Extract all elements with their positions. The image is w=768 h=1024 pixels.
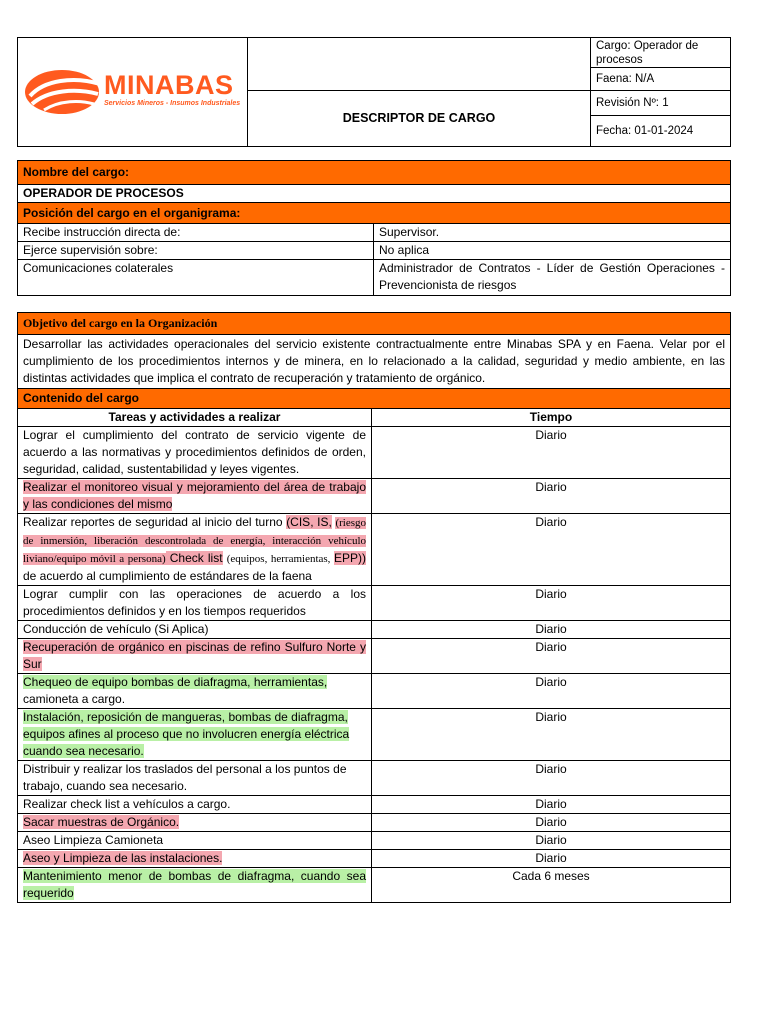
column-header-time: Tiempo (372, 409, 731, 427)
table-row (18, 850, 731, 868)
position-table (17, 160, 731, 296)
task-text-highlight: Check list (165, 551, 223, 565)
task-time: Diario (372, 814, 731, 832)
task-time: Diario (372, 621, 731, 639)
table-row (18, 868, 731, 903)
table-row (18, 427, 731, 479)
task-text: Realizar check list a vehículos a cargo. (18, 796, 372, 814)
table-row (18, 796, 731, 814)
task-time: Diario (372, 709, 731, 761)
task-time: Diario (372, 639, 731, 674)
content-table (17, 312, 731, 903)
org-row-label: Comunicaciones colaterales (18, 260, 374, 296)
objective-text: Desarrollar las actividades operacionales del servicio existente contractualmente entre Minabas SPA y en Faena. Velar por el cumplimiento de los procedimientos internos y de minera, en lo relacionado a la calidad, seguridad y medio ambiente, en las distintas actividades que implica el contrato de recuperación y tratamiento de orgánico. (18, 335, 731, 389)
table-row (18, 814, 731, 832)
task-text: de acuerdo al cumplimiento de estándares de la faena (23, 569, 312, 583)
content-label: Contenido del cargo (18, 389, 731, 409)
table-row (18, 639, 731, 674)
task-time: Diario (372, 514, 731, 586)
task-text: (equipos, herramientas, (226, 553, 334, 565)
task-time: Diario (372, 427, 731, 479)
table-row (18, 832, 731, 850)
task-text: Chequeo de equipo bombas de diafragma, herramientas, (23, 675, 328, 689)
task-text: Recuperación de orgánico en piscinas de refino Sulfuro Norte y Sur (23, 640, 366, 671)
task-text: Aseo y Limpieza de las instalaciones. (23, 851, 223, 865)
task-text: Aseo Limpieza Camioneta (18, 832, 372, 850)
table-row (18, 514, 731, 586)
column-header-tasks: Tareas y actividades a realizar (18, 409, 372, 427)
org-row-label: Recibe instrucción directa de: (18, 224, 374, 242)
task-time: Diario (372, 479, 731, 514)
position-name-label: Nombre del cargo: (18, 161, 731, 185)
task-time: Diario (372, 761, 731, 796)
task-time: Diario (372, 674, 731, 709)
header-blank-cell (248, 38, 591, 91)
position-name-value: OPERADOR DE PROCESOS (18, 185, 731, 203)
logo-name: MINABAS (104, 70, 234, 100)
task-text: Lograr cumplir con las operaciones de acuerdo a los procedimientos definidos y en los tiempos requeridos (18, 586, 372, 621)
logo-tagline: Servicios Mineros - Insumos Industriales (104, 100, 241, 107)
table-row (18, 674, 731, 709)
faena-field: Faena: N/A (591, 68, 731, 91)
revision-field: Revisión Nº: 1 (591, 91, 731, 116)
task-text: Mantenimiento menor de bombas de diafragma, cuando sea requerido (23, 869, 366, 900)
logo-cell (18, 38, 248, 147)
table-row (18, 621, 731, 639)
org-row-value: Supervisor. (374, 224, 731, 242)
org-row-label: Ejerce supervisión sobre: (18, 242, 374, 260)
table-row (18, 479, 731, 514)
date-field: Fecha: 01-01-2024 (591, 116, 731, 147)
task-text: Lograr el cumplimiento del contrato de servicio vigente de acuerdo a las normativas y procedimientos definidos de orden, seguridad, calidad, sustentabilidad y leyes vigentes. (18, 427, 372, 479)
table-row (18, 586, 731, 621)
task-text: camioneta a cargo. (23, 692, 126, 706)
task-time: Diario (372, 796, 731, 814)
org-row-value: No aplica (374, 242, 731, 260)
task-text: Realizar el monitoreo visual y mejoramiento del área de trabajo y las condiciones del mismo (23, 480, 366, 511)
document-header (17, 37, 731, 147)
table-row (18, 709, 731, 761)
task-time: Diario (372, 832, 731, 850)
task-text-highlight: (riesgo de inmersión, liberación descontrolada de energía, interacción vehículo liviano/equipo móvil a persona) (23, 517, 367, 565)
task-text: Sacar muestras de Orgánico. (23, 815, 180, 829)
document-title: DESCRIPTOR DE CARGO (248, 91, 591, 147)
table-row (18, 761, 731, 796)
task-time: Diario (372, 586, 731, 621)
task-text-composite (18, 514, 372, 586)
objective-label: Objetivo del cargo en la Organización (18, 313, 731, 335)
task-time: Diario (372, 850, 731, 868)
task-text: Realizar reportes de seguridad al inicio del turno (23, 515, 287, 529)
task-time: Cada 6 meses (372, 868, 731, 903)
task-text-highlight: (CIS, IS, (286, 515, 332, 529)
org-chart-label: Posición del cargo en el organigrama: (18, 203, 731, 224)
task-text: Distribuir y realizar los traslados del personal a los puntos de trabajo, cuando sea necesario. (18, 761, 372, 796)
cargo-field: Cargo: Operador de procesos (591, 38, 731, 68)
minabas-logo-icon (24, 66, 106, 118)
task-text: Conducción de vehículo (Si Aplica) (18, 621, 372, 639)
company-logo (24, 66, 241, 118)
task-text: Instalación, reposición de mangueras, bombas de diafragma, equipos afines al proceso que no involucren energía eléctrica cuando sea necesario. (23, 710, 350, 758)
org-row-value: Administrador de Contratos - Líder de Gestión Operaciones - Prevencionista de riesgos (374, 260, 731, 296)
task-text-highlight: EPP)) (333, 551, 366, 565)
